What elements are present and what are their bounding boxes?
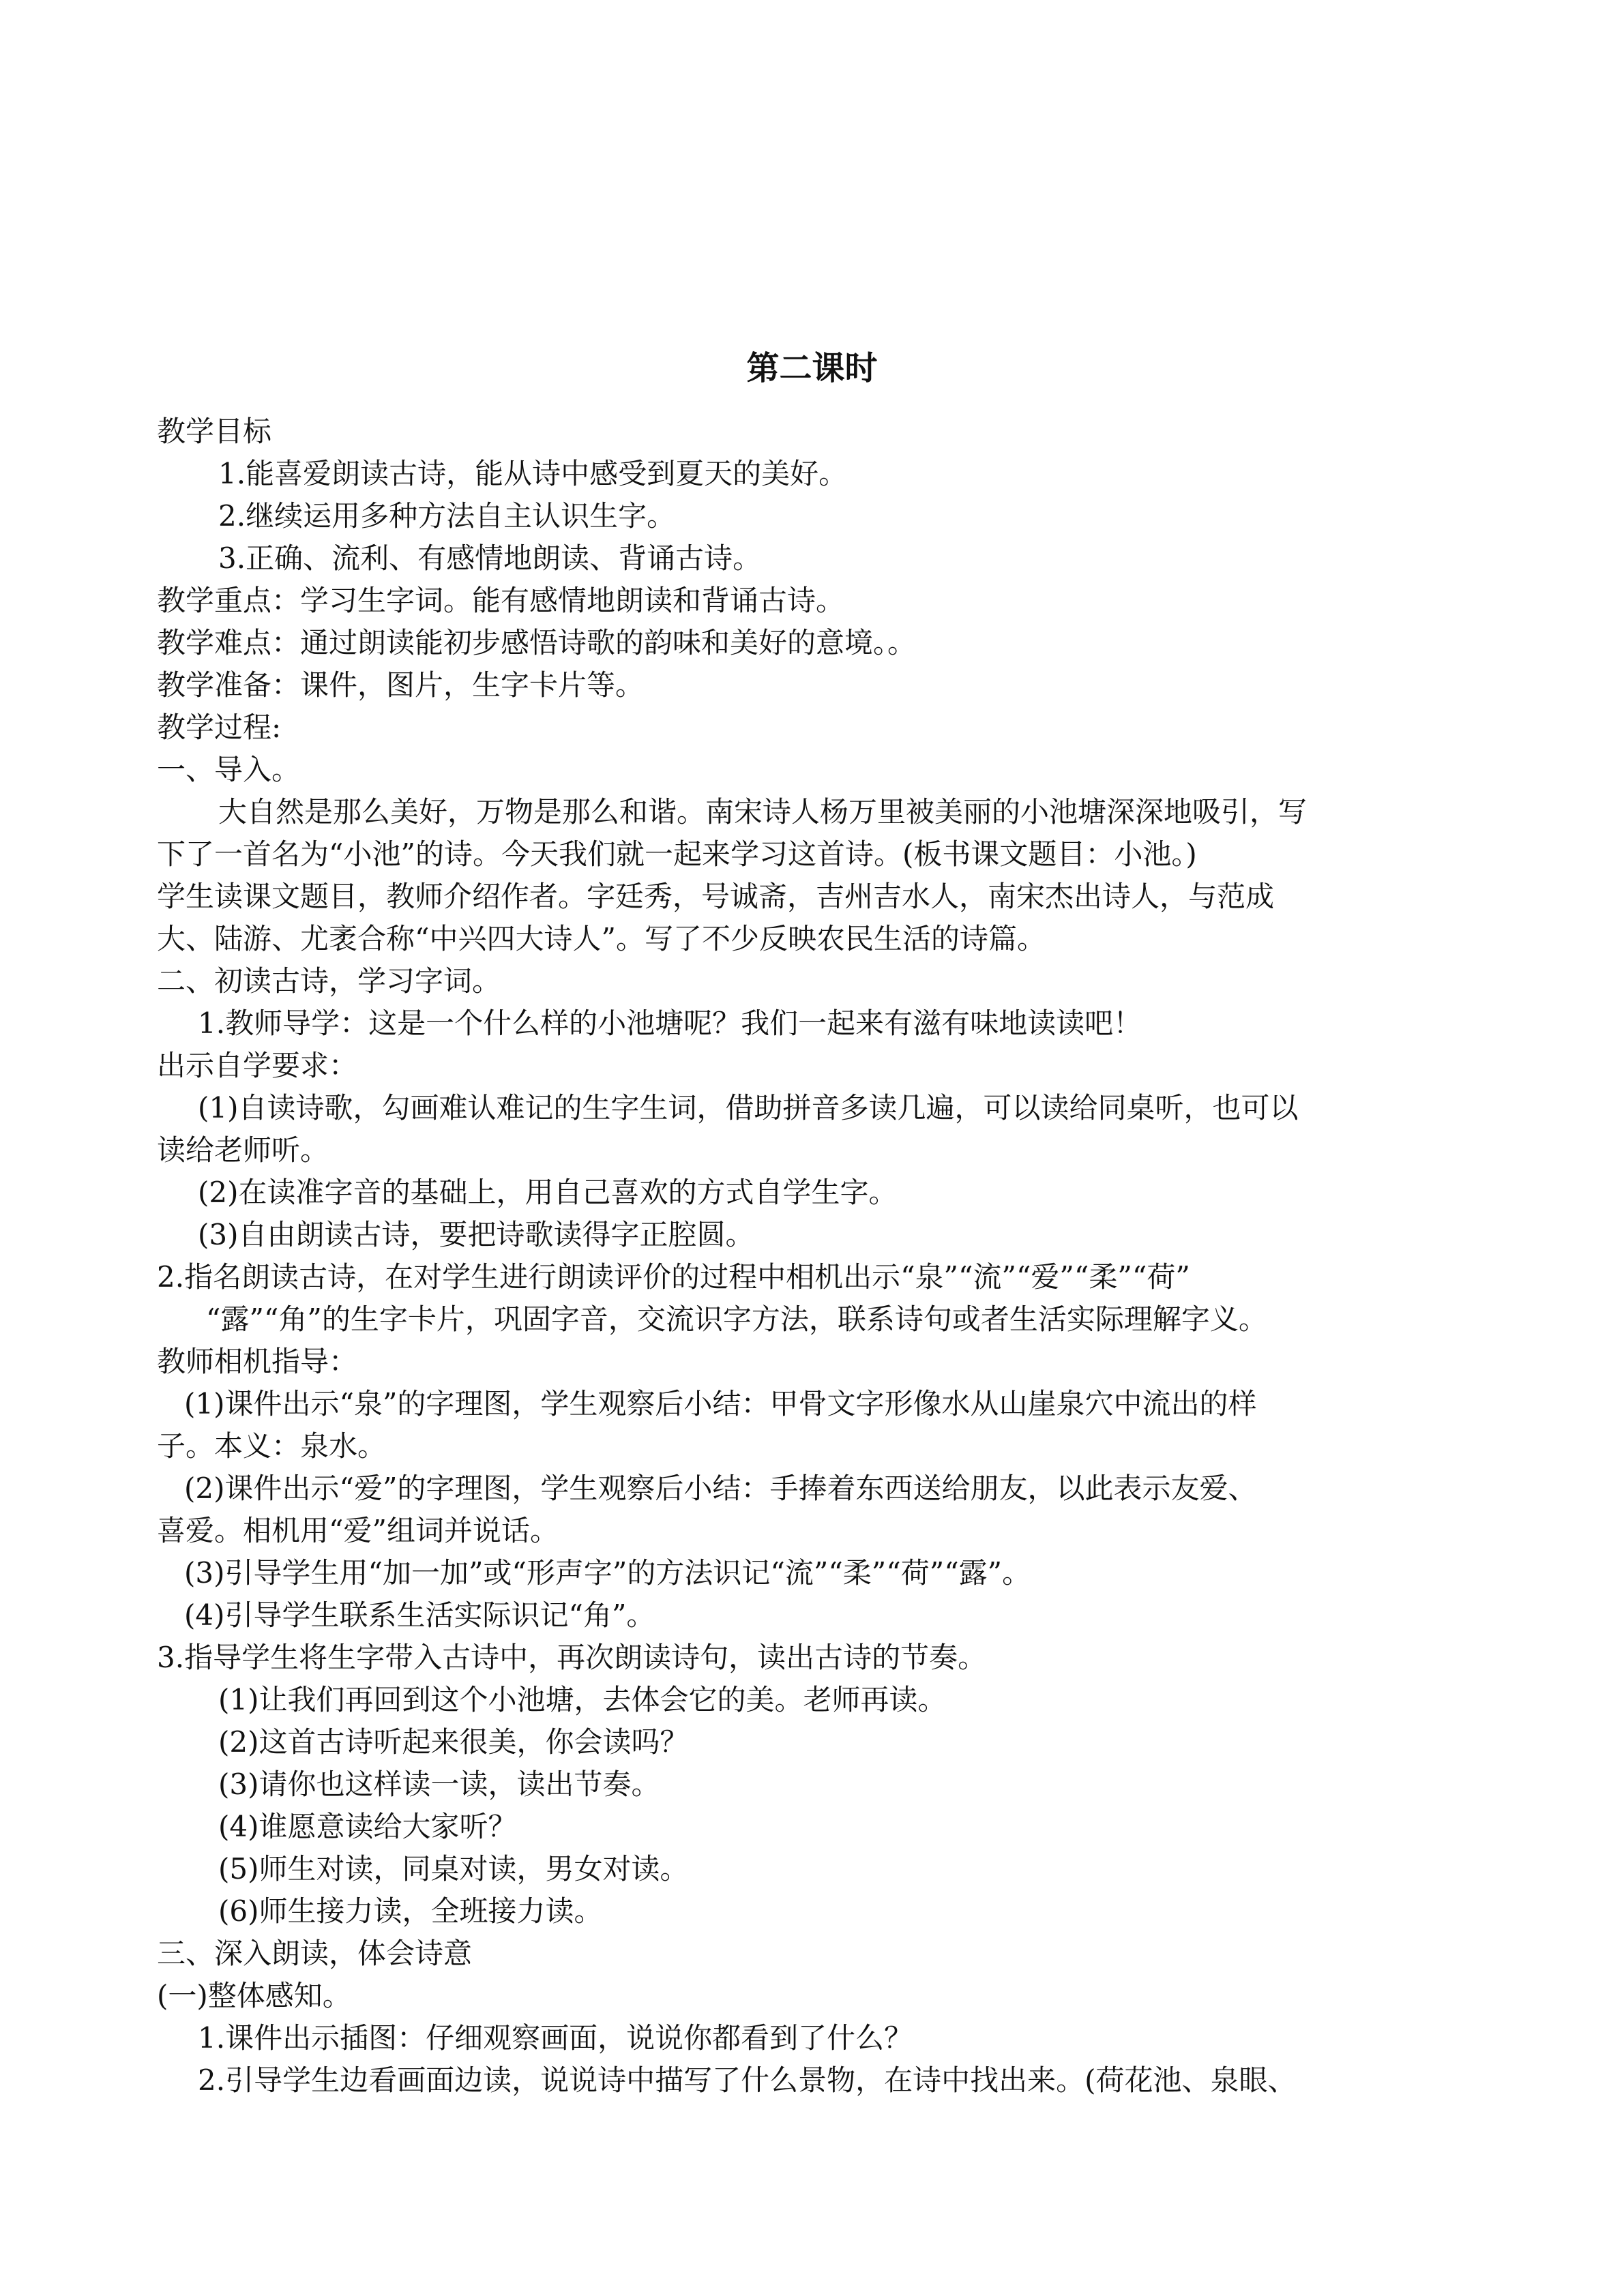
list-item: (1)自读诗歌，勾画难认难记的生字生词，借助拼音多读几遍，可以读给同桌听，也可以	[198, 1091, 1299, 1124]
objective-2: 2.继续运用多种方法自主认识生字。	[218, 499, 676, 533]
paragraph-line: 1.教师导学：这是一个什么样的小池塘呢？我们一起来有滋有味地读读吧！	[198, 1007, 1142, 1040]
paragraph-line: 下了一首名为“小池”的诗。今天我们就一起来学习这首诗。(板书课文题目：小池。)	[157, 837, 1197, 871]
list-item: (4)谁愿意读给大家听？	[218, 1810, 517, 1843]
objective-1: 1.能喜爱朗读古诗，能从诗中感受到夏天的美好。	[218, 457, 848, 490]
paragraph-line: 读给老师听。	[157, 1133, 329, 1167]
paragraph-line: 教师相机指导：	[157, 1345, 358, 1378]
paragraph-line: 学生读课文题目，教师介绍作者。字廷秀，号诚斋，吉州吉水人，南宋杰出诗人，与范成	[157, 880, 1275, 913]
list-item: (5)师生对读，同桌对读，男女对读。	[218, 1852, 689, 1885]
list-item: 1.课件出示插图：仔细观察画面，说说你都看到了什么？	[198, 2021, 913, 2055]
list-item: (3)自由朗读古诗，要把诗歌读得字正腔圆。	[198, 1218, 754, 1251]
paragraph-line: 子。本义：泉水。	[157, 1429, 387, 1463]
heading-process: 教学过程:	[157, 711, 282, 744]
list-item: (1)课件出示“泉”的字理图，学生观察后小结：甲骨文字形像水从山崖泉穴中流出的样	[184, 1387, 1257, 1420]
section-1-heading: 一、导入。	[157, 753, 301, 786]
list-item: (3)引导学生用“加一加”或“形声字”的方法识记“流”“柔”“荷”“露”。	[184, 1556, 1031, 1590]
paragraph-line: 出示自学要求：	[157, 1049, 358, 1082]
paragraph-line: 3.指导学生将生字带入古诗中，再次朗读诗句，读出古诗的节奏。	[157, 1641, 987, 1674]
list-item: (1)让我们再回到这个小池塘，去体会它的美。老师再读。	[218, 1683, 947, 1716]
section-3-heading: 三、深入朗读，体会诗意	[157, 1937, 473, 1970]
lesson-title: 第二课时	[746, 349, 878, 387]
list-item: 2.引导学生边看画面边读，说说诗中描写了什么景物，在诗中找出来。(荷花池、泉眼、	[198, 2063, 1297, 2097]
objective-3: 3.正确、流利、有感情地朗读、背诵古诗。	[218, 541, 762, 575]
paragraph-line: 喜爱。相机用“爱”组词并说话。	[157, 1514, 559, 1547]
list-item: (2)在读准字音的基础上，用自己喜欢的方式自学生字。	[198, 1176, 898, 1209]
paragraph-line: 2.指名朗读古诗，在对学生进行朗读评价的过程中相机出示“泉”“流”“爱”“柔”“荷”	[157, 1260, 1190, 1294]
paragraph-line: “露”“角”的生字卡片，巩固字音，交流识字方法，联系诗句或者生活实际理解字义。	[206, 1302, 1267, 1336]
paragraph-line: 大自然是那么美好，万物是那么和谐。南宋诗人杨万里被美丽的小池塘深深地吸引，写	[218, 795, 1308, 829]
subsection-heading: (一)整体感知。	[157, 1979, 351, 2012]
heading-objectives: 教学目标	[157, 415, 272, 448]
key-points: 教学重点：学习生字词。能有感情地朗读和背诵古诗。	[157, 584, 845, 617]
lesson-body	[157, 411, 1470, 2102]
list-item: (4)引导学生联系生活实际识记“角”。	[184, 1598, 655, 1632]
list-item: (2)课件出示“爱”的字理图，学生观察后小结：手捧着东西送给朋友，以此表示友爱、	[184, 1472, 1257, 1505]
list-item: (2)这首古诗听起来很美，你会读吗？	[218, 1725, 689, 1759]
preparation: 教学准备：课件，图片，生字卡片等。	[157, 668, 645, 702]
list-item: (6)师生接力读，全班接力读。	[218, 1894, 603, 1928]
list-item: (3)请你也这样读一读，读出节奏。	[218, 1768, 660, 1801]
paragraph-line: 大、陆游、尤袤合称“中兴四大诗人”。写了不少反映农民生活的诗篇。	[157, 922, 1046, 955]
section-2-heading: 二、初读古诗，学习字词。	[157, 964, 501, 998]
difficulties: 教学难点：通过朗读能初步感悟诗歌的韵味和美好的意境。。	[157, 626, 917, 659]
